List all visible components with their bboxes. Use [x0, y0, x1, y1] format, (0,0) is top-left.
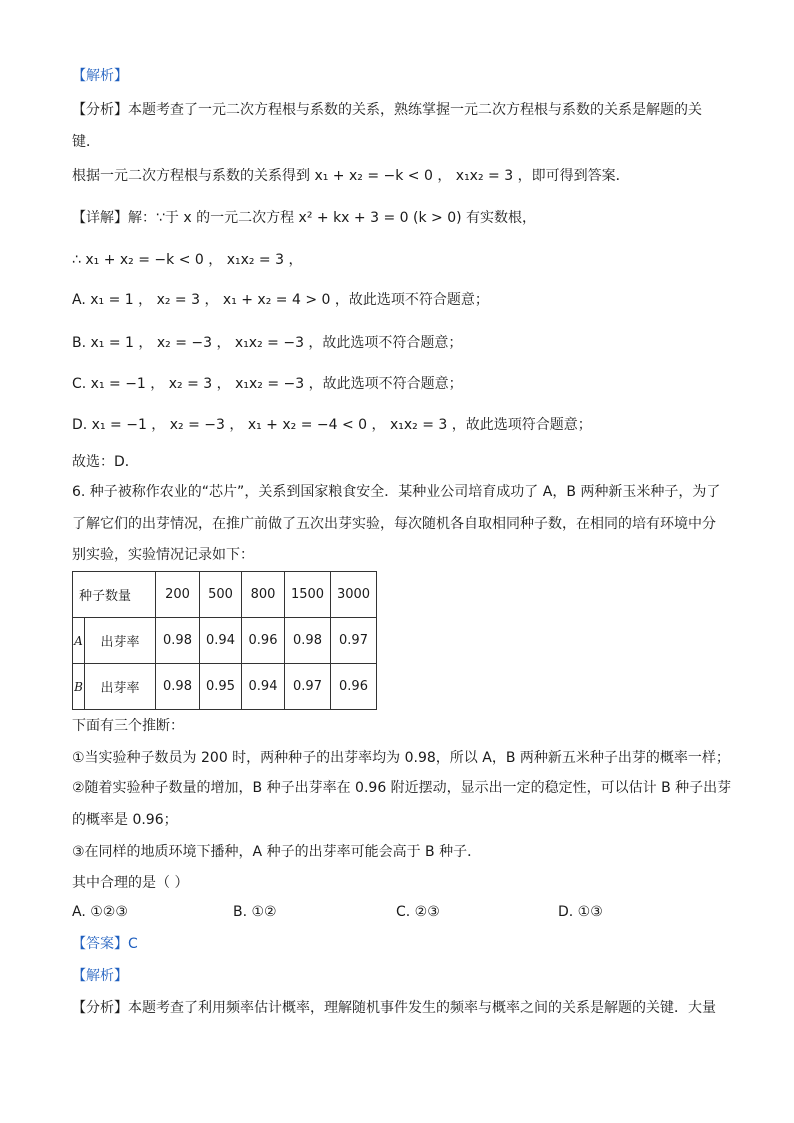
answer-line: 【答案】C: [72, 936, 138, 952]
rate-cell: 0.94: [200, 618, 242, 664]
choice-conclusion: 故选：D．: [72, 454, 139, 470]
rate-cell: 0.98: [156, 618, 200, 664]
choice-c: C. ②③: [396, 904, 440, 920]
analysis-heading: 【解析】: [72, 68, 128, 84]
inference-2-line1: ②随着实验种子数量的增加，B 种子出芽率在 0.96 附近摆动，显示出一定的稳定性，可以估计 B 种子出芽: [72, 780, 732, 796]
table-count-cell: 3000: [331, 572, 377, 618]
inference-3: ③在同样的地质环境下播种，A 种子的出芽率可能会高于 B 种子．: [72, 844, 482, 860]
analysis-heading-2: 【解析】: [72, 968, 128, 984]
rate-cell: 0.94: [242, 664, 285, 710]
table-header-row: [73, 572, 377, 618]
table-count-cell: 500: [200, 572, 242, 618]
table-count-cell: 800: [242, 572, 285, 618]
rate-cell: 0.97: [331, 618, 377, 664]
table-header-label: 种子数量: [73, 572, 156, 618]
analysis-2-text: 【分析】本题考查了利用频率估计概率，理解随机事件发生的频率与概率之间的关系是解题的关键．大量: [72, 1000, 716, 1016]
analysis-text-line2: 键．: [72, 134, 100, 150]
rate-cell: 0.98: [156, 664, 200, 710]
option-a-analysis: A. x₁ = 1 ， x₂ = 3 ， x₁ + x₂ = 4 > 0 ，故此选项不符合题意；: [72, 292, 489, 308]
rate-label: 出芽率: [85, 618, 156, 664]
rate-label: 出芽率: [85, 664, 156, 710]
option-d-analysis: D. x₁ = −1 ， x₂ = −3 ， x₁ + x₂ = −4 < 0 ， x₁x₂ = 3 ，故此选项符合题意；: [72, 417, 592, 433]
choice-b: B. ①②: [233, 904, 277, 920]
therefore-line: ∴ x₁ + x₂ = −k < 0 ， x₁x₂ = 3 ，: [72, 252, 303, 268]
rate-cell: 0.96: [242, 618, 285, 664]
rate-cell: 0.97: [285, 664, 331, 710]
analysis-method-line: 根据一元二次方程根与系数的关系得到 x₁ + x₂ = −k < 0 ， x₁x₂ = 3 ，即可得到答案．: [72, 168, 630, 184]
question-prompt: 其中合理的是（ ）: [72, 875, 189, 891]
table-count-cell: 200: [156, 572, 200, 618]
analysis-text-line1: 【分析】本题考查了一元二次方程根与系数的关系，熟练掌握一元二次方程根与系数的关系是解题的关: [72, 102, 702, 118]
inference-2-line2: 的概率是 0.96；: [72, 812, 178, 828]
option-c-analysis: C. x₁ = −1 ， x₂ = 3 ， x₁x₂ = −3 ，故此选项不符合题意；: [72, 376, 463, 392]
table-count-cell: 1500: [285, 572, 331, 618]
question-6-line3: 别实验，实验情况记录如下：: [72, 547, 254, 563]
detailed-solution-line: 【详解】解：∵于 x 的一元二次方程 x² + kx + 3 = 0 (k > 0) 有实数根，: [72, 210, 537, 226]
germination-table: [72, 571, 377, 710]
inference-1: ①当实验种子数员为 200 时，两种种子的出芽率均为 0.98，所以 A，B 两种新五米种子出芽的概率一样；: [72, 750, 730, 766]
choice-a: A. ①②③: [72, 904, 128, 920]
table-row-b: [73, 664, 377, 710]
rate-cell: 0.95: [200, 664, 242, 710]
question-6-line1: 6. 种子被称作农业的“芯片”，关系到国家粮食安全．某种业公司培育成功了 A，B 两种新玉米种子，为了: [72, 484, 721, 500]
seed-b-label: B: [73, 664, 85, 710]
choice-d: D. ①③: [558, 904, 603, 920]
seed-a-label: A: [73, 618, 85, 664]
inferences-intro: 下面有三个推断：: [72, 718, 184, 734]
table-row-a: [73, 618, 377, 664]
option-b-analysis: B. x₁ = 1 ， x₂ = −3 ， x₁x₂ = −3 ，故此选项不符合题意；: [72, 335, 463, 351]
rate-cell: 0.98: [285, 618, 331, 664]
question-6-line2: 了解它们的出芽情况，在推广前做了五次出芽实验，每次随机各自取相同种子数，在相同的培有环境中分: [72, 516, 716, 532]
rate-cell: 0.96: [331, 664, 377, 710]
